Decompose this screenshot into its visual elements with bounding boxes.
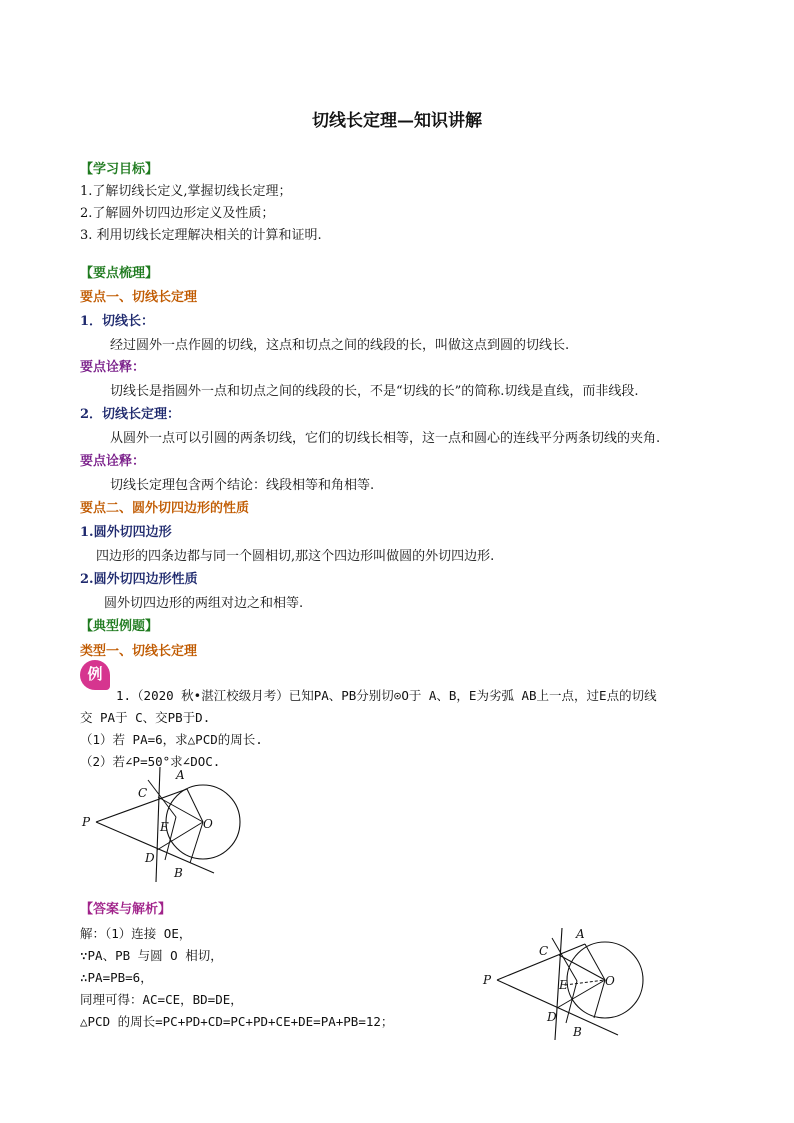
label-p: P	[82, 815, 91, 829]
problem-line-1: 1.（2020 秋•湛江校级月考）已知PA、PB分别切⊙O于 A、B，E为劣弧 AB上一点，过E点的切线	[116, 688, 657, 703]
problem-line-2: 交 PA于 C、交PB于D.	[80, 710, 211, 725]
question-1: （1）若 PA=6，求△PCD的周长.	[80, 732, 263, 747]
answer-heading: 【答案与解析】	[80, 902, 172, 917]
label-o: O	[605, 974, 615, 988]
section-1-title: 要点一、切线长定理	[80, 290, 198, 305]
label-a: A	[176, 768, 185, 782]
label-a: A	[576, 927, 585, 941]
solution-figure	[475, 922, 655, 1042]
goal-item-2: 2.了解圆外切四边形定义及性质；	[80, 206, 275, 221]
answer-line-5: △PCD 的周长=PC+PD+CD=PC+PD+CE+DE=PA+PB=12；	[80, 1014, 394, 1029]
label-c: C	[539, 944, 549, 958]
label-o: O	[203, 817, 213, 831]
section-2-title: 要点二、圆外切四边形的性质	[80, 501, 250, 516]
quad-property-text: 圆外切四边形的两组对边之和相等.	[104, 596, 304, 611]
label-p: P	[483, 973, 492, 987]
subsection-quad-property: 2.圆外切四边形性质	[80, 572, 198, 587]
tangent-length-definition: 经过圆外一点作圆的切线，这点和切点之间的线段的长，叫做这点到圆的切线长.	[110, 338, 570, 353]
subsection-tangent-length: 1．切线长：	[80, 314, 155, 329]
label-d: D	[547, 1010, 557, 1024]
label-e: E	[160, 820, 169, 834]
type-1-title: 类型一、切线长定理	[80, 644, 198, 659]
note-label-1: 要点诠释：	[80, 360, 146, 375]
answer-line-2: ∵PA、PB 与圆 O 相切，	[80, 948, 223, 963]
answer-line-3: ∴PA=PB=6，	[80, 970, 153, 985]
label-d: D	[145, 851, 155, 865]
note-2-text: 切线长定理包含两个结论：线段相等和角相等.	[110, 478, 375, 493]
question-2: （2）若∠P=50°求∠DOC.	[80, 754, 221, 769]
subsection-circumscribed-quad: 1.圆外切四边形	[80, 525, 172, 540]
example-badge: 例	[80, 660, 110, 690]
goal-item-1: 1.了解切线长定义,掌握切线长定理；	[80, 184, 292, 199]
points-heading: 【要点梳理】	[80, 266, 159, 281]
label-b: B	[174, 866, 183, 880]
goals-heading: 【学习目标】	[80, 162, 159, 177]
note-label-2: 要点诠释：	[80, 454, 146, 469]
tangent-theorem-text: 从圆外一点可以引圆的两条切线，它们的切线长相等，这一点和圆心的连线平分两条切线的夹角.	[110, 431, 661, 446]
label-b: B	[573, 1025, 582, 1039]
note-1-text: 切线长是指圆外一点和切点之间的线段的长，不是“切线的长”的简称.切线是直线，而非线段.	[110, 384, 639, 399]
goal-item-3: 3. 利用切线长定理解决相关的计算和证明.	[80, 228, 322, 243]
problem-figure	[70, 762, 260, 887]
label-e: E	[559, 978, 568, 992]
answer-line-1: 解：（1）连接 OE，	[80, 926, 192, 941]
label-c: C	[138, 786, 148, 800]
subsection-tangent-theorem: 2．切线长定理：	[80, 407, 181, 422]
page-title: 切线长定理—知识讲解	[312, 111, 482, 131]
answer-line-4: 同理可得：AC=CE，BD=DE，	[80, 992, 243, 1007]
examples-heading: 【典型例题】	[80, 619, 159, 634]
circumscribed-quad-definition: 四边形的四条边都与同一个圆相切,那这个四边形叫做圆的外切四边形.	[96, 549, 495, 564]
